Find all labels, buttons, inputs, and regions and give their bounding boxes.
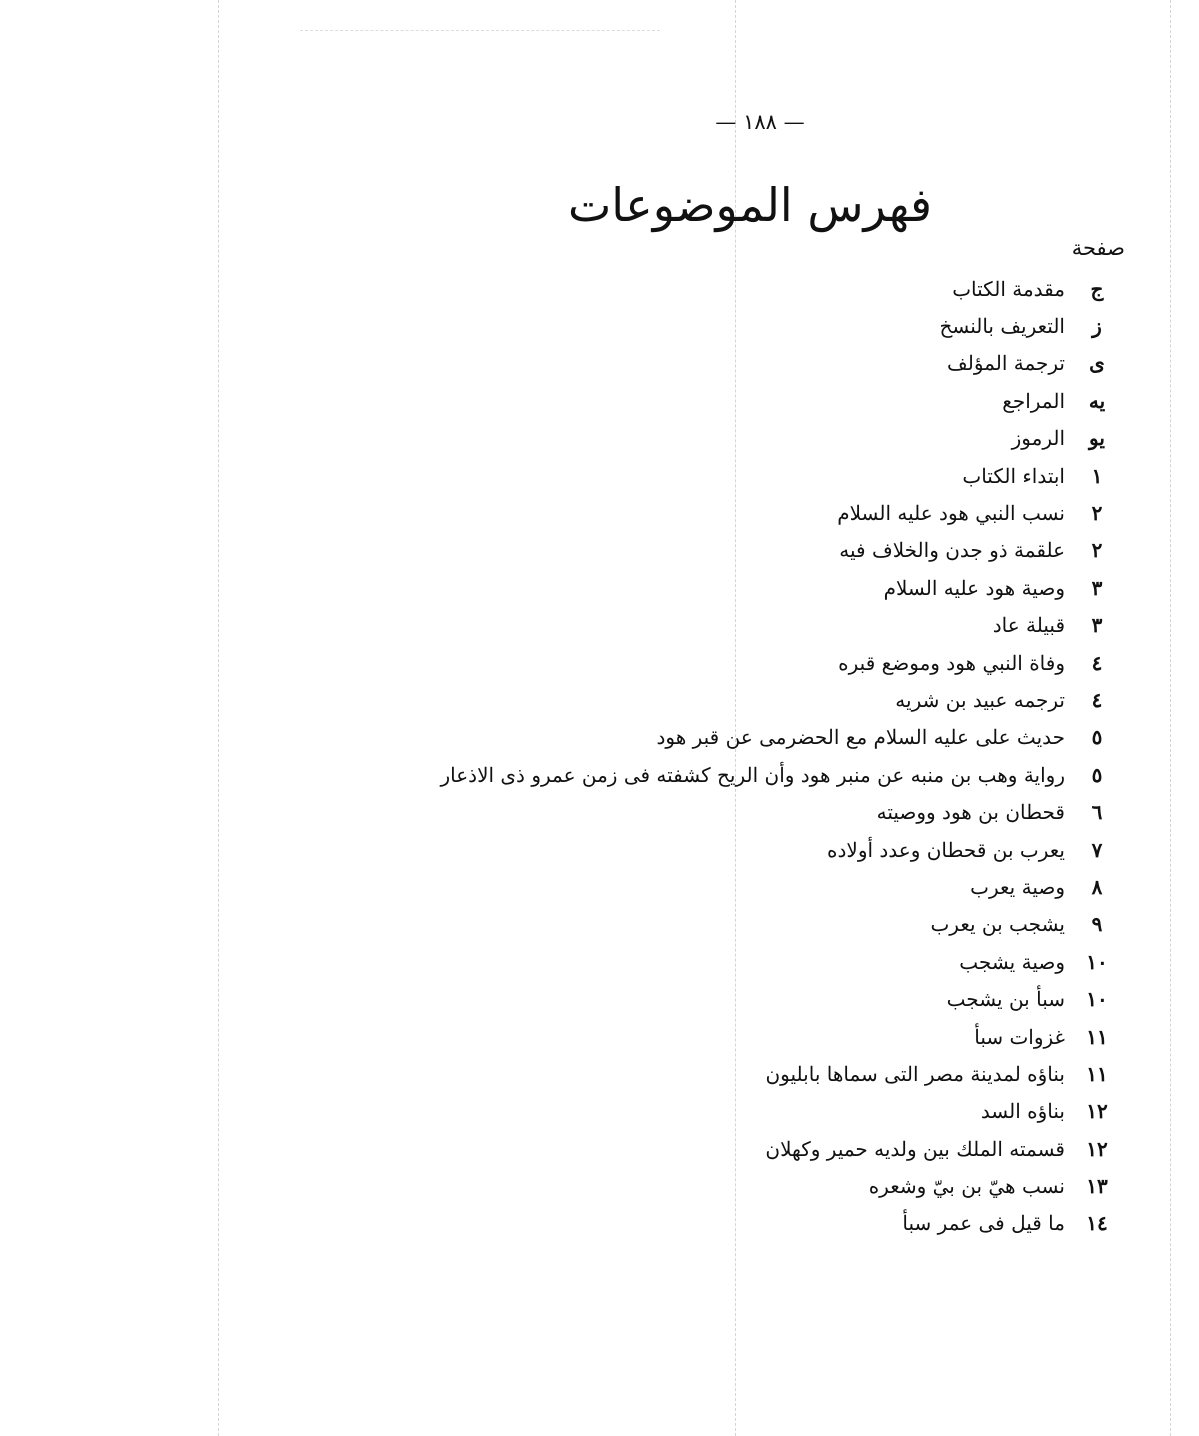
toc-page-number: ١٤ <box>1086 1211 1108 1236</box>
toc-page-number: يو <box>1089 426 1105 451</box>
toc-row <box>409 382 1129 419</box>
scan-artifact-line <box>300 30 660 31</box>
toc-page-number: ٤ <box>1091 687 1103 712</box>
toc-page-number: ز <box>1092 314 1102 339</box>
page-number: — ١٨٨ — <box>715 110 805 134</box>
toc-page-number: ١٢ <box>1086 1099 1108 1124</box>
toc-entry-title: وفاة النبي هود وموضع قبره <box>838 650 1065 675</box>
toc-page-number: ١٠ <box>1086 949 1108 974</box>
toc-entry-title: سبأ بن يشجب <box>946 987 1065 1012</box>
toc-row <box>409 1093 1129 1130</box>
toc-row <box>409 532 1129 569</box>
toc-entry-title: وصية يشجب <box>959 949 1065 974</box>
toc-entry-title: غزوات سبأ <box>974 1024 1065 1049</box>
toc-page-number: ى <box>1089 351 1105 376</box>
toc-row <box>409 681 1129 718</box>
toc-row <box>409 793 1129 830</box>
toc-page-number: ٢ <box>1091 538 1103 563</box>
toc-page-number: ٢ <box>1091 501 1103 526</box>
scan-artifact-line <box>1170 0 1171 1436</box>
toc-row <box>409 457 1129 494</box>
toc-entry-title: وصية هود عليه السلام <box>883 575 1065 600</box>
toc-row <box>409 980 1129 1017</box>
toc-page-number: ٣ <box>1091 613 1103 638</box>
toc-entry-title: علقمة ذو جدن والخلاف فيه <box>839 538 1065 563</box>
toc-page-number: ٦ <box>1091 800 1103 825</box>
toc-page-number: ٣ <box>1091 575 1103 600</box>
toc-page-number: ج <box>1090 276 1104 301</box>
toc-row <box>409 420 1129 457</box>
toc-entry-title: قبيلة عاد <box>992 613 1065 638</box>
toc-page-number: ٥ <box>1091 762 1103 787</box>
toc-row <box>409 607 1129 644</box>
toc-row <box>409 756 1129 793</box>
toc-page-number: ١٢ <box>1086 1136 1108 1161</box>
toc-page-number: ١١ <box>1086 1024 1108 1049</box>
toc-page-number: يه <box>1088 388 1106 413</box>
toc-entry-title: نسب هيّ بن بيّ وشعره <box>868 1174 1065 1199</box>
toc-entry-title: قسمته الملك بين ولديه حمير وكهلان <box>765 1136 1065 1161</box>
toc-entry-title: رواية وهب بن منبه عن منبر هود وأن الريح كشفته فى زمن عمرو ذى الاذعار <box>440 762 1065 787</box>
toc-row <box>409 569 1129 606</box>
toc-entry-title: حديث على عليه السلام مع الحضرمى عن قبر هود <box>656 725 1065 750</box>
toc-page-number: ٧ <box>1091 837 1103 862</box>
toc-entry-title: ترجمة المؤلف <box>947 351 1065 376</box>
toc-row <box>409 1018 1129 1055</box>
toc-entry-title: مقدمة الكتاب <box>952 276 1065 301</box>
toc-page-number: ٤ <box>1091 650 1103 675</box>
toc-page-number: ١٠ <box>1086 987 1108 1012</box>
toc-row <box>409 831 1129 868</box>
toc-entry-title: التعريف بالنسخ <box>939 314 1065 339</box>
toc-page-number: ٩ <box>1091 912 1103 937</box>
toc-page-number: ١٣ <box>1086 1174 1108 1199</box>
toc-row <box>409 1205 1129 1242</box>
toc-entry-title: وصية يعرب <box>970 874 1065 899</box>
toc-row <box>409 906 1129 943</box>
toc-row <box>409 494 1129 531</box>
page-column-header: صفحة <box>1071 236 1125 260</box>
toc-entry-title: يشجب بن يعرب <box>930 912 1065 937</box>
toc-row <box>409 270 1129 307</box>
toc-row <box>409 943 1129 980</box>
toc-entry-title: ترجمه عبيد بن شريه <box>895 687 1065 712</box>
page-title: فهرس الموضوعات <box>567 178 933 232</box>
toc-entry-title: بناؤه لمدينة مصر التى سماها بابليون <box>765 1061 1065 1086</box>
toc-page-number: ٨ <box>1091 874 1103 899</box>
toc-entry-title: ابتداء الكتاب <box>962 463 1065 488</box>
toc-row <box>409 1167 1129 1204</box>
toc-row <box>409 307 1129 344</box>
toc-row <box>409 644 1129 681</box>
toc-page-number: ٥ <box>1091 725 1103 750</box>
toc-row <box>409 1055 1129 1092</box>
toc-entry-title: بناؤه السد <box>980 1099 1065 1124</box>
toc-page-number: ١ <box>1091 463 1103 488</box>
toc-entry-title: الرموز <box>1011 426 1065 451</box>
toc-entry-title: نسب النبي هود عليه السلام <box>837 501 1065 526</box>
toc-entry-title: يعرب بن قحطان وعدد أولاده <box>827 837 1065 862</box>
toc-page-number: ١١ <box>1086 1061 1108 1086</box>
scan-artifact-line <box>218 0 219 1436</box>
toc-row <box>409 345 1129 382</box>
toc-row <box>409 719 1129 756</box>
toc-row <box>409 1130 1129 1167</box>
toc-entry-title: المراجع <box>1002 388 1065 413</box>
toc-entry-title: قحطان بن هود ووصيته <box>876 800 1065 825</box>
table-of-contents <box>409 270 1129 1242</box>
toc-entry-title: ما قيل فى عمر سبأ <box>902 1211 1065 1236</box>
toc-row <box>409 868 1129 905</box>
